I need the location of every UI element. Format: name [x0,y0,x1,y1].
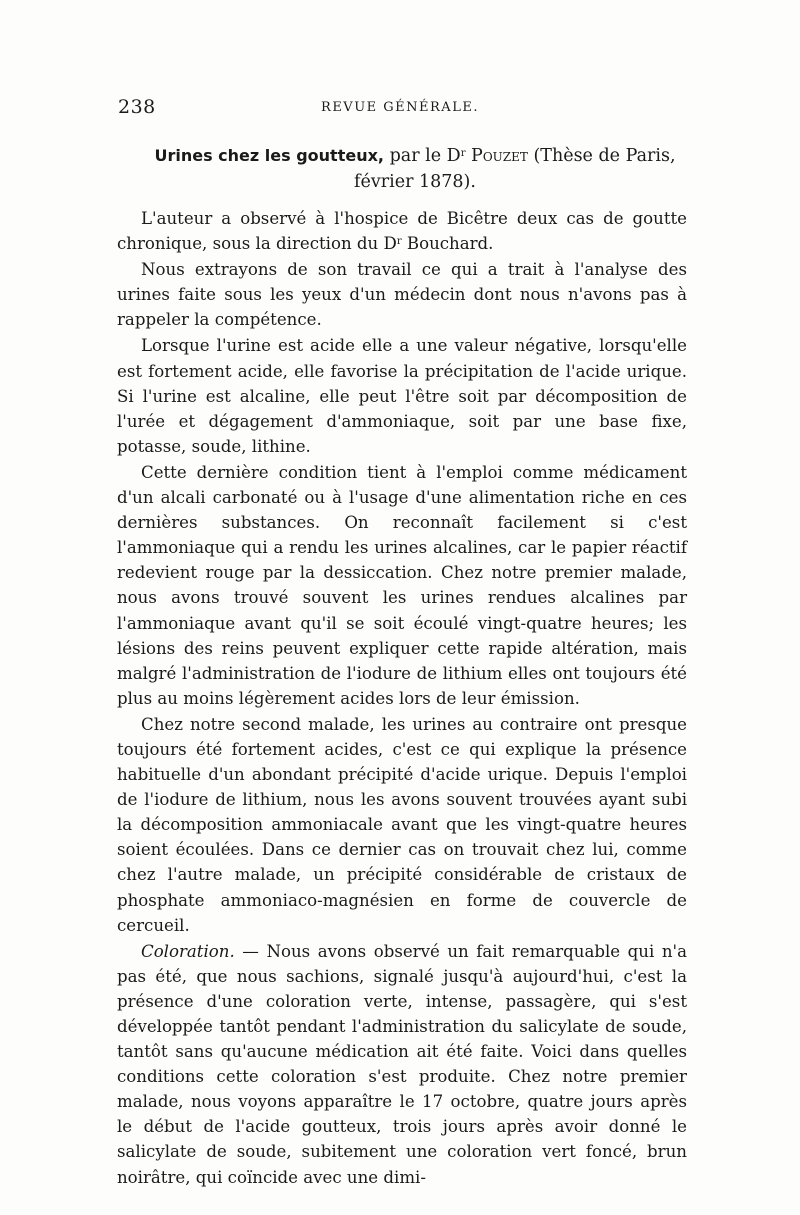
page-number: 238 [118,96,156,118]
paragraph-6 [117,939,687,1190]
paragraph-1-text-a: L'auteur a observé à l'hospice de Bicêtre deux cas de goutte chronique, sous la direction du D [117,209,687,254]
article-source-line2: février 1878). [354,172,476,192]
article-by: par le D [389,146,461,166]
article-by-sup: r [460,148,466,159]
paragraph-2: Nous extrayons de son travail ce qui a trait à l'analyse des urines faite sous les yeux d'un médecin dont nous n'avons pas à rappeler la compétence. [117,260,687,330]
article-source-line1: (Thèse de Paris, [533,146,676,166]
running-title: REVUE GÉNÉRALE. [321,100,479,115]
paragraph-6-text: — Nous avons observé un fait remarquable qui n'a pas été, que nous sachions, signalé jusqu'à aujourd'hui, c'est la présence d'une coloration verte, intense, passagère, qui s'est développée tantôt pendant l'administration du salicylate de soude, tantôt sans qu'aucune médication ait été faite. Voici dans quelles conditions cette coloration s'est produite. Chez notre premier malade, nous voyons apparaître le 17 octobre, quatre jours après le début de l'acide goutteux, trois jours après avoir donné le salicylate de soude, subitement une coloration vert foncé, brun noirâtre, qui coïncide avec une dimi- [117,941,687,1187]
body-text [117,206,687,1191]
article-author: Pouzet [471,146,528,166]
coloration-caption: Coloration. [141,941,235,961]
paragraph-5: Chez notre second malade, les urines au contraire ont presque toujours été fortement acides, c'est ce qui explique la présence habituelle d'un abondant précipité d'acide urique. Depuis l'emploi de l'iodure de lithium, nous les avons souvent trouvées ayant subi la décomposition ammoniacale avant que les vingt-quatre heures soient écoulées. Dans ce dernier cas on trouvait chez lui, comme chez l'autre malade, un précipité considérable de cristaux de phosphate ammoniaco-magnésien en forme de couvercle de cercueil. [117,714,687,935]
paragraph-1-sup: r [396,236,402,248]
paragraph-3: Lorsque l'urine est acide elle a une valeur négative, lorsqu'elle est fortement acide, elle favorise la précipitation de l'acide urique. Si l'urine est alcaline, elle peut l'être soit par décomposition de l'urée et dégagement d'ammoniaque, soit par une base fixe, potasse, soude, lithine. [117,336,687,456]
running-head [118,96,682,122]
paragraph-4: Cette dernière condition tient à l'emploi comme médicament d'un alcali carbonaté ou à l'usage d'une alimentation riche en ces dernières substances. On reconnaît facilement si c'est l'ammoniaque qui a rendu les urines alcalines, car le papier réactif redevient rouge par la dessiccation. Chez notre premier malade, nous avons trouvé souvent les urines rendues alcalines par l'ammoniaque avant qu'il se soit écoulé vingt-quatre heures; les lésions des reins peuvent expliquer cette rapide altération, mais malgré l'administration de l'iodure de lithium elles ont toujours été plus au moins légèrement acides lors de leur émission. [117,462,687,708]
article-topic: Urines chez les goutteux, [154,146,384,165]
paragraph-1-text-b: Bouchard. [401,234,494,254]
paragraph-1 [117,206,687,256]
article-heading [140,143,690,195]
